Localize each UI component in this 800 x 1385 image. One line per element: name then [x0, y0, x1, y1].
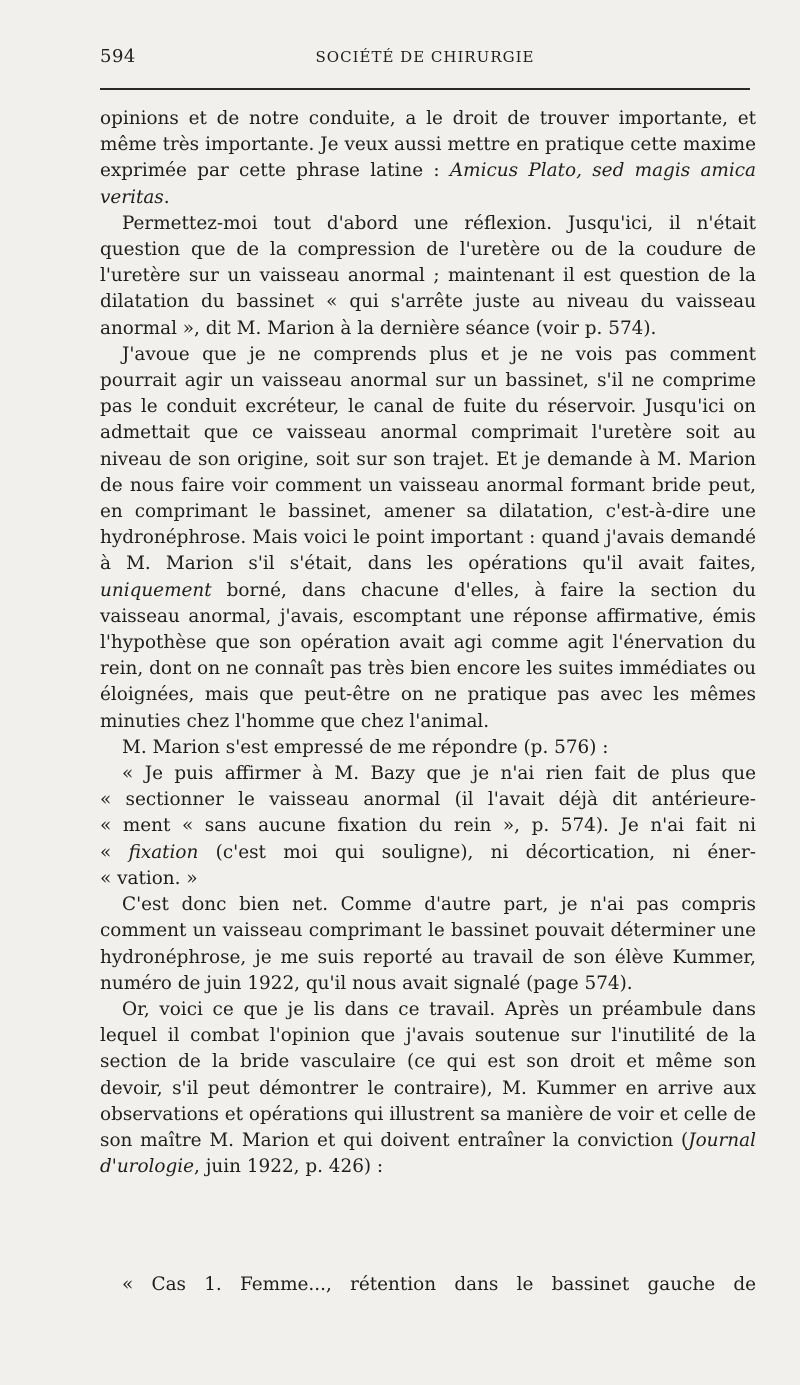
final-line: « Cas 1. Femme..., rétention dans le bassinet gauche de	[122, 1274, 756, 1295]
emphasis-fixation: fixation	[128, 841, 199, 863]
paragraph-4: M. Marion s'est empressé de me répondre (p. 576) :	[122, 736, 609, 758]
journal-title: Journal d'urologie	[100, 1129, 756, 1178]
latin-quote: Amicus Plato, sed magis amica veritas	[100, 160, 757, 208]
paragraph-2: Permettez-moi tout d'abord une réflexion. Jusqu'ici, il n'était question que de la compression de l'uretère ou de la coudure de l'uretère sur un vaisseau anormal ; maintenant il est question de la dilatation du bassinet « qui s'arrête juste au niveau du vaisseau anormal », dit M. Marion à la dernière séance (voir p. 574).	[100, 212, 756, 339]
paragraph-1: opinions et de notre conduite, a le droit de trouver importante, et même très importante. Je veux aussi mettre en pratique cette maxime exprimée par cette phrase latine : Amicus Plato, sed magis amica veritas.	[100, 108, 757, 208]
quotation-block	[100, 761, 756, 892]
paragraph-3: J'avoue que je ne comprends plus et je ne vois pas comment pourrait agir un vaisseau anormal sur un bassinet, s'il ne comprime pas le conduit excréteur, le canal de fuite du réservoir. Jusqu'ici on admettait que ce vaisseau anormal comprimait l'uretère soit au niveau de son origine, soit sur son trajet. Et je demande à M. Marion de nous faire voir comment un vaisseau anormal formant bride peut, en comprimant le bassinet, amener sa dilatation, c'est-à-dire une hydronéphrose. Mais voici le point important : quand j'avais demandé à M. Marion s'il s'était, dans les opérations qu'il avait faites, uniquement borné, dans chacune d'elles, à faire la section du vaisseau anormal, j'avais, escomptant une réponse affirmative, émis l'hypothèse que son opération avait agi comme agit l'énervation du rein, dont on ne connaît pas très bien encore les suites immédiates ou éloignées, mais que peut-être on ne pratique pas avec les mêmes minuties chez l'homme que chez l'animal.	[100, 343, 756, 732]
paragraph-6: Or, voici ce que je lis dans ce travail. Après un préambule dans lequel il combat l'opinion que j'avais soutenue sur l'inutilité de la section de la bride vasculaire (ce qui est son droit et même son devoir, s'il peut démontrer le contraire), M. Kummer en arrive aux observations et opérations qui illustrent sa manière de voir et celle de son maître M. Marion et qui doivent entraîner la conviction (Journal d'urologie, juin 1922, p. 426) :	[100, 998, 756, 1178]
running-title: SOCIÉTÉ DE CHIRURGIE	[315, 48, 535, 66]
body-text	[100, 106, 756, 1180]
paragraph-5: C'est donc bien net. Comme d'autre part, je n'ai pas compris comment un vaisseau comprimant le bassinet pouvait déterminer une hydronéphrose, je me suis reporté au travail de son élève Kummer, numéro de juin 1922, qu'il nous avait signalé (page 574).	[100, 894, 756, 994]
page-header	[100, 46, 750, 74]
quote-line: « fixation (c'est moi qui souligne), ni décortication, ni éner-	[100, 841, 756, 863]
quote-line: « Je puis affirmer à M. Bazy que je n'ai rien fait de plus que	[122, 763, 756, 785]
header-rule	[100, 88, 750, 90]
page-number: 594	[100, 46, 136, 67]
quote-line: « ment « sans aucune fixation du rein », p. 574). Je n'ai fait ni	[100, 815, 756, 837]
quote-line: « vation. »	[100, 867, 198, 889]
emphasis-uniquement: uniquement	[100, 579, 212, 601]
quote-line: « sectionner le vaisseau anormal (il l'avait déjà dit antérieure-	[100, 789, 756, 811]
